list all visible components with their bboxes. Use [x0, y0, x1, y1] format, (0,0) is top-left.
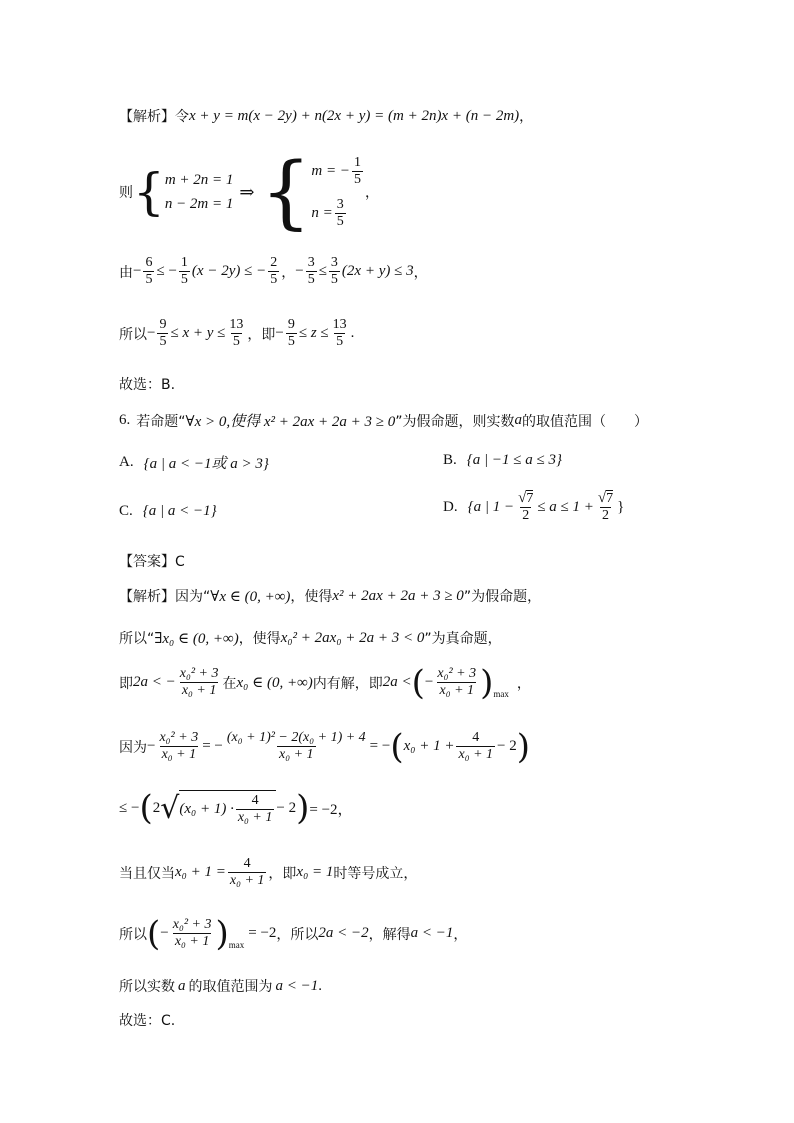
question-number: 6.	[119, 412, 131, 428]
sqrt: √ (x₀ + 1) · $\frac{4}{\text{x₀ + 1}}$	[160, 790, 276, 826]
inequality-line: 由 − $\frac{6}{5}$ ≤ − $\frac{1}{5}$ (x − 2y) ≤ − $\frac{2}{5}$ ， − $\frac{3}{5}$ ≤ $\frac{3}{5}$ (2x + y) ≤ 3 ，	[119, 255, 428, 287]
final-choice-2: 故选：C.	[119, 1013, 176, 1029]
option-b[interactable]: B. {a | −1 ≤ a ≤ 3}	[443, 452, 562, 468]
left-brace: {	[260, 145, 312, 238]
max-line: 所以 ( − $\frac{\text{x₀² + 3}}{\text{x₀ + 1}}$ ) max = −2 ，所以 2a < −2 ，解得 a < −1 ，	[119, 913, 468, 954]
amgm-line: ≤ − ( 2 √ (x₀ + 1) · $\frac{4}{\text{x₀ + 1}}$ − 2 ) = −2，	[119, 788, 353, 828]
option-d[interactable]: D. {a | 1 − $\frac{√7}{2}$ ≤ a ≤ 1 + $\frac{√7}{2}$ }	[443, 490, 625, 523]
ji-line: 即 2a < − $\frac{\text{x₀² + 3}}{\text{x₀ + 1}}$ 在 x₀ ∈ (0, +∞) 内有解，即 2a < ( − $\frac{\text{x₀² + 3}}{\text{x₀ + 1}}$ ) max ，	[119, 662, 531, 703]
equation: x + y = m(x − 2y) + n(2x + y) = (m + 2n)x + (n − 2m)	[189, 107, 520, 124]
question-6: 6. 若命题“ ∀x > 0,使得 x² + 2ax + 2a + 3 ≥ 0 ”为假命题，则实数 a 的取值范围（ ）	[119, 412, 649, 430]
solution2-line-1: 【解析】 因为“ ∀x ∈ (0, +∞) ，使得 x² + 2ax + 2a + 3 ≥ 0 ”为假命题，	[119, 587, 542, 605]
answer-label: 【答案】C	[119, 554, 185, 570]
option-c[interactable]: C. {a | a < −1}	[119, 503, 217, 519]
equality-condition-line: 当且仅当 x₀ + 1 = $\frac{4}{\text{x₀ + 1}}$ ，即 x₀ = 1 时等号成立，	[119, 856, 418, 888]
final-choice: 故选：B.	[119, 377, 176, 393]
option-a[interactable]: A. {a | a < −1或 a > 3}	[119, 454, 269, 472]
equation-system: 则 { m + 2n = 1 n − 2m = 1 ⇒ { m = − $\frac{1}{5}$ n = $\frac{3}{5}$ ，	[119, 145, 379, 238]
range-line: 所以实数 a 的取值范围为 a < −1 .	[119, 977, 322, 995]
fraction: $\frac{3}{5}$	[336, 196, 344, 229]
solution-line-1: 【解析】 令 x + y = m(x − 2y) + n(2x + y) = (m + 2n)x + (n − 2m) ，	[119, 107, 534, 125]
left-brace: {	[133, 163, 165, 221]
exists-line: 所以“ ∃x₀ ∈ (0, +∞) ，使得 x₀² + 2ax₀ + 2a + 3 < 0 ”为真命题，	[119, 629, 502, 647]
conclusion-line: 所以 − $\frac{9}{5}$ ≤ x + y ≤ $\frac{13}{5}$ ，即 − $\frac{9}{5}$ ≤ z ≤ $\frac{13}{5}$ .	[119, 317, 355, 349]
yinwei-line: 因为 − $\frac{\text{x₀² + 3}}{\text{x₀ + 1}}$ = − $\frac{\text{(x₀ + 1)² − 2(x₀ + 1) + 4}}{\text{x₀ + 1}}$ = − ( x₀ + 1 + $\frac{4}{\text{x₀ + 1}}$ − 2 )	[119, 726, 530, 767]
solution-tag: 【解析】	[119, 109, 175, 125]
fraction: $\frac{1}{5}$	[353, 154, 361, 187]
